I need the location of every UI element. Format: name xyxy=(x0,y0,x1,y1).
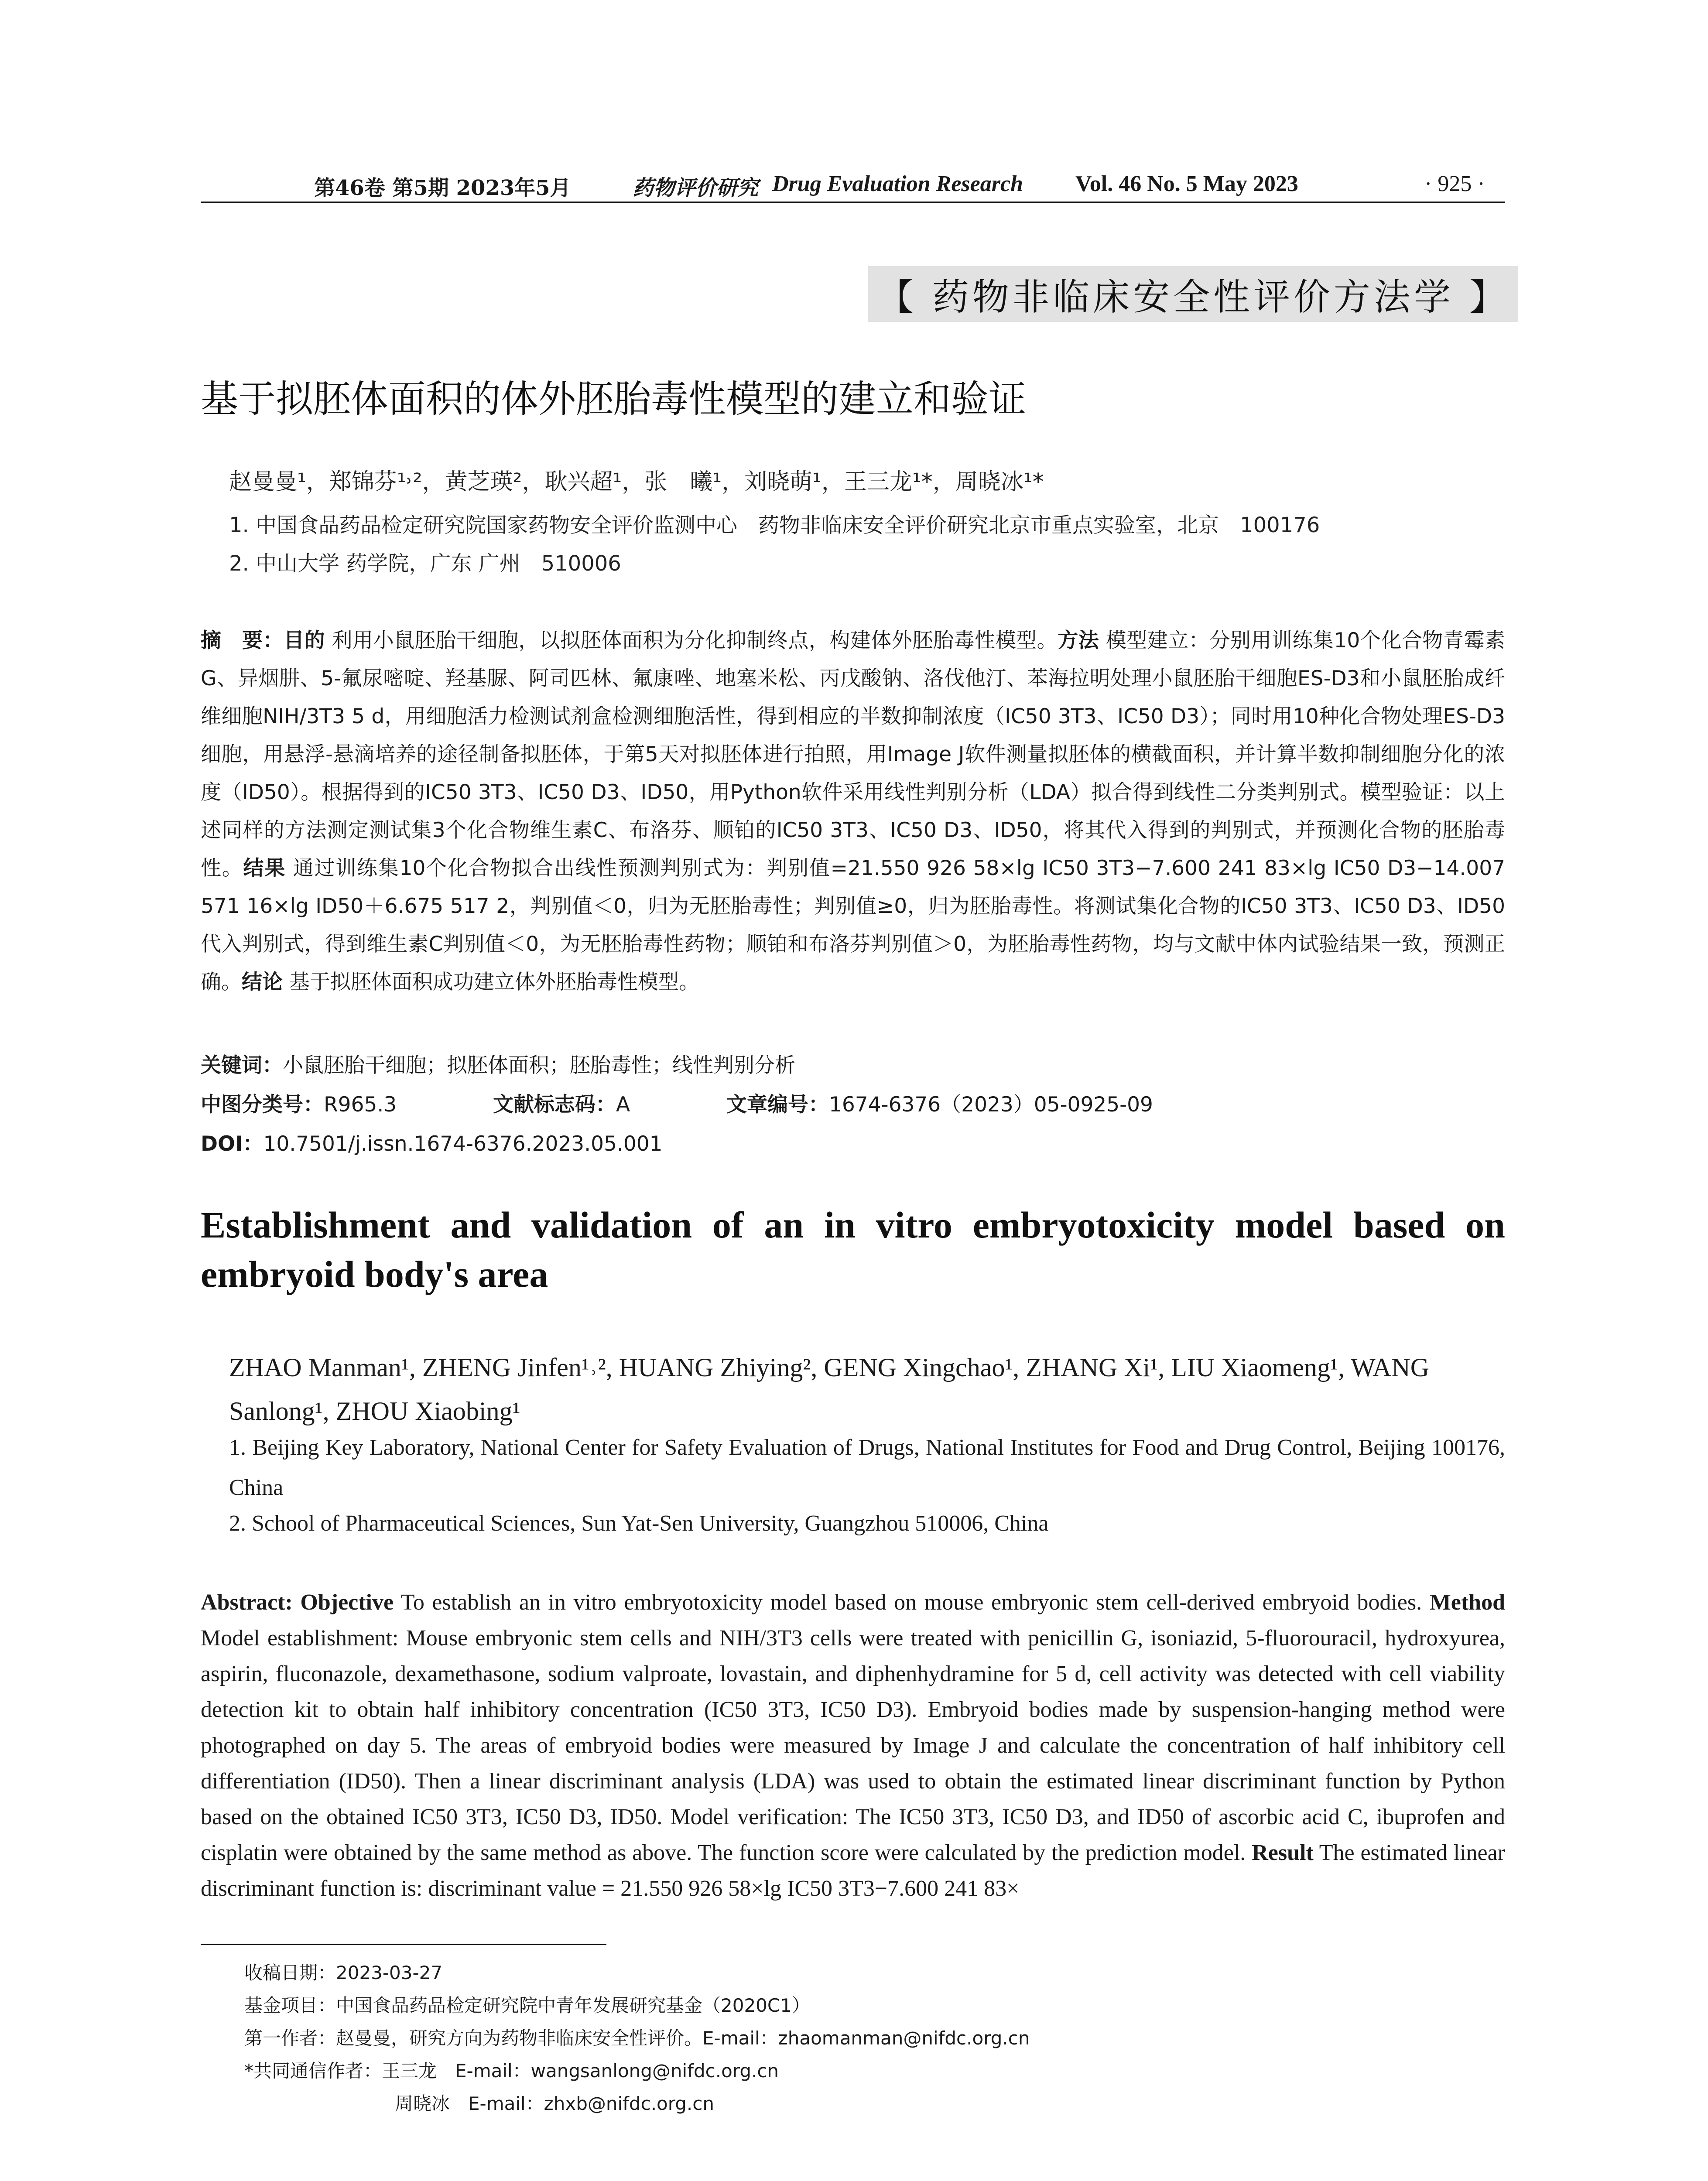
footnote-received: 收稿日期：2023-03-27 xyxy=(244,1962,443,1983)
document-code xyxy=(493,1088,630,1118)
article-number-label: 文章编号： xyxy=(726,1093,829,1117)
footnote-corresponding-1: *共同通信作者：王三龙 E-mail：wangsanlong@nifdc.org.cn xyxy=(244,2060,779,2082)
document-code-label: 文献标志码： xyxy=(493,1093,616,1117)
header-journal-en: Drug Evaluation Research xyxy=(772,171,1023,196)
objective-text-en: To establish an in vitro embryotoxicity model based on mouse embryonic stem cell-derived embryoid bodies. xyxy=(394,1590,1422,1615)
result-text-en: The estimated linear discriminant function is: discriminant value = 21.550 926 58×lg IC50 3T3−7.600 241 83× xyxy=(201,1840,1506,1901)
conclusion-text-cn: 基于拟胚体面积成功建立体外胚胎毒性模型。 xyxy=(283,970,699,994)
objective-text-cn: 利用小鼠胚胎干细胞，以拟胚体面积为分化抑制终点，构建体外胚胎毒性模型。 xyxy=(325,629,1058,653)
conclusion-label-cn: 结论 xyxy=(242,970,283,994)
affiliation-en-2: 2. School of Pharmaceutical Sciences, Sun Yat-Sen University, Guangzhou 510006, China xyxy=(229,1511,1049,1536)
result-label-en: Result xyxy=(1252,1840,1314,1865)
method-text-en: Model establishment: Mouse embryonic stem cells and NIH/3T3 cells were treated with penicillin G, isoniazid, 5-fluorouracil, hydroxyurea, aspirin, fluconazole, dexamethasone, sodium valproate, lovastain, and diphenhydramine for 5 d, cell activity was detected with cell viability detection kit to obtain half inhibitory concentration (IC50 3T3, IC50 D3). Embryoid bodies made by suspension-hanging method were photographed on day 5. The areas of embryoid bodies were measured by Image J and calculate the concentration of half inhibitory cell differentiation (ID50). Then a linear discriminant analysis (LDA) was used to obtain the estimated linear discriminant function by Python based on the obtained IC50 3T3, IC50 D3, ID50. Model verification: The IC50 3T3, IC50 D3, and ID50 of ascorbic acid C, ibuprofen and cisplatin were obtained by the same method as above. The function score were calculated by the prediction model. xyxy=(201,1626,1505,1865)
article-number xyxy=(726,1088,1153,1118)
doi xyxy=(201,1128,663,1157)
header-journal-cn: 药物评价研究 xyxy=(633,176,759,200)
header-rule xyxy=(201,202,1505,203)
doi-value: 10.7501/j.issn.1674-6376.2023.05.001 xyxy=(263,1132,663,1156)
abstract-en xyxy=(201,1585,1505,1907)
affiliation-en-1: 1. Beijing Key Laboratory, National Center for Safety Evaluation of Drugs, National Institutes for Food and Drug Control, Beijing 100176, China xyxy=(229,1435,1505,1500)
article-number-value: 1674-6376（2023）05-0925-09 xyxy=(829,1093,1153,1117)
classification xyxy=(201,1088,397,1118)
doi-label: DOI： xyxy=(201,1132,264,1156)
page-number: · 925 · xyxy=(1424,171,1485,196)
objective-label-en: Objective xyxy=(300,1590,394,1615)
column-heading: 【 药物非临床安全性评价方法学 】 xyxy=(868,266,1518,322)
footnote-rule xyxy=(201,1944,606,1945)
document-code-value: A xyxy=(616,1093,630,1117)
objective-label-cn: 目的 xyxy=(284,629,325,653)
keywords-value: 小鼠胚胎干细胞；拟胚体面积；胚胎毒性；线性判别分析 xyxy=(283,1053,795,1077)
header-issue-en: Vol. 46 No. 5 May 2023 xyxy=(1075,171,1298,196)
affiliation-cn-1: 1. 中国食品药品检定研究院国家药物安全评价监测中心 药物非临床安全评价研究北京市重点实验室，北京 100176 xyxy=(229,513,1320,537)
abstract-cn-label: 摘 要： xyxy=(201,629,284,653)
title-en-line-1: Establishment and validation of an in vitro embryotoxicity model based on xyxy=(201,1204,1505,1246)
abstract-cn xyxy=(201,622,1505,1001)
footnote-corresponding-2: 周晓冰 E-mail：zhxb@nifdc.org.cn xyxy=(395,2093,714,2114)
title-en-line-2: embryoid body's area xyxy=(201,1253,548,1295)
keywords-label: 关键词： xyxy=(201,1053,283,1077)
result-label-cn: 结果 xyxy=(243,856,286,880)
header-issue-cn: 第46卷 第5期 2023年5月 xyxy=(314,176,571,200)
footnote-first-author: 第一作者：赵曼曼，研究方向为药物非临床安全性评价。E-mail：zhaomanman@nifdc.org.cn xyxy=(244,2027,1030,2049)
footnote-funding: 基金项目：中国食品药品检定研究院中青年发展研究基金（2020C1） xyxy=(244,1995,810,2016)
abstract-en-label: Abstract: xyxy=(201,1590,293,1615)
method-label-cn: 方法 xyxy=(1058,629,1099,653)
authors-en: ZHAO Manman¹, ZHENG Jinfen¹˒², HUANG Zhiying², GENG Xingchao¹, ZHANG Xi¹, LIU Xiaomeng¹, WANG Sanlong¹, ZHOU Xiaobing¹ xyxy=(229,1353,1430,1426)
keywords xyxy=(201,1049,795,1078)
result-text-cn: 通过训练集10个化合物拟合出线性预测判别式为：判别值=21.550 926 58×lg IC50 3T3−7.600 241 83×lg IC50 D3−14.007 571 16×lg ID50＋6.675 517 2，判别值＜0，归为无胚胎毒性；判别值≥0，归为胚胎毒性。将测试集化合物的IC50 3T3、IC50 D3、ID50代入判别式，得到维生素C判别值＜0，为无胚胎毒性药物；顺铂和布洛芬判别值＞0，为胚胎毒性药物，均与文献中体内试验结果一致，预测正确。 xyxy=(201,856,1505,994)
affiliation-cn-2: 2. 中山大学 药学院，广东 广州 510006 xyxy=(229,551,621,576)
classification-label: 中图分类号： xyxy=(201,1093,324,1117)
method-label-en: Method xyxy=(1429,1590,1506,1615)
classification-value: R965.3 xyxy=(324,1093,397,1117)
method-text-cn: 模型建立：分别用训练集10个化合物青霉素G、异烟肼、5-氟尿嘧啶、羟基脲、阿司匹林、氟康唑、地塞米松、丙戊酸钠、洛伐他汀、苯海拉明处理小鼠胚胎干细胞ES-D3和小鼠胚胎成纤维细胞NIH/3T3 5 d，用细胞活力检测试剂盒检测细胞活性，得到相应的半数抑制浓度（IC50 3T3、IC50 D3）；同时用10种化合物处理ES-D3细胞，用悬浮-悬滴培养的途径制备拟胚体，于第5天对拟胚体进行拍照，用Image J软件测量拟胚体的横截面积，并计算半数抑制细胞分化的浓度（ID50）。根据得到的IC50 3T3、IC50 D3、ID50，用Python软件采用线性判别分析（LDA）拟合得到线性二分类判别式。模型验证：以上述同样的方法测定测试集3个化合物维生素C、布洛芬、顺铂的IC50 3T3、IC50 D3、ID50，将其代入得到的判别式，并预测化合物的胚胎毒性。 xyxy=(201,629,1506,880)
title-cn: 基于拟胚体面积的体外胚胎毒性模型的建立和验证 xyxy=(201,377,1026,421)
authors-cn: 赵曼曼¹，郑锦芬¹˒²，黄芝瑛²，耿兴超¹，张 曦¹，刘晓萌¹，王三龙¹*，周晓冰¹* xyxy=(229,469,1044,495)
